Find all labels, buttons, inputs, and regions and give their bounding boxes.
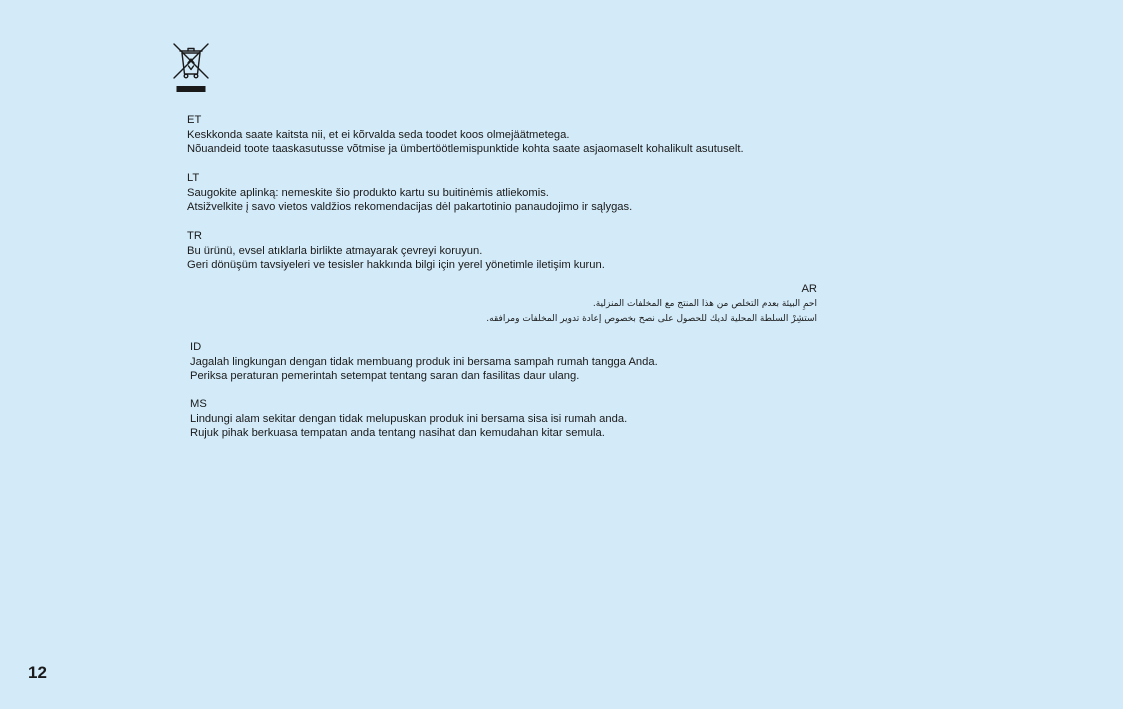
section-et	[187, 113, 744, 157]
language-code: ID	[190, 341, 202, 353]
language-code: LT	[187, 172, 200, 184]
notice-line: Nõuandeid toote taaskasutusse võtmise ja ümbertöötlemispunktide kohta saate asjaomaselt kohalikult asutuselt.	[187, 143, 744, 156]
notice-line: احمِ البيئة بعدم التخلص من هذا المنتج مع المخلفات المنزلية.	[592, 298, 817, 309]
language-code: MS	[190, 398, 207, 410]
notice-line: Saugokite aplinką: nemeskite šio produkto kartu su buitinėmis atliekomis.	[187, 186, 549, 199]
notice-line: Atsižvelkite į savo vietos valdžios rekomendacijas dėl pakartotinio panaudojimo ir sąlygas.	[187, 201, 633, 214]
notice-line: استشِرْ السلطة المحلية لديك للحصول على نصح بخصوص إعادة تدوير المخلفات ومرافقه.	[486, 314, 817, 325]
section-lt	[187, 171, 632, 215]
notice-line: Rujuk pihak berkuasa tempatan anda tentang nasihat dan kemudahan kitar semula.	[190, 427, 605, 440]
section-tr	[187, 229, 605, 273]
section-ar	[257, 282, 817, 328]
crossed-out-wheelie-bin-icon	[171, 42, 211, 94]
language-code: ET	[187, 114, 202, 126]
notice-line: Lindungi alam sekitar dengan tidak melupuskan produk ini bersama sisa isi rumah anda.	[190, 412, 628, 425]
language-code: TR	[187, 230, 202, 242]
notice-line: Bu ürünü, evsel atıklarla birlikte atmayarak çevreyi koruyun.	[187, 244, 483, 257]
section-ms	[190, 397, 627, 441]
section-id	[190, 340, 658, 384]
page-number: 12	[28, 663, 47, 682]
notice-line: Jagalah lingkungan dengan tidak membuang produk ini bersama sampah rumah tangga Anda.	[190, 355, 658, 368]
notice-line: Periksa peraturan pemerintah setempat tentang saran dan fasilitas daur ulang.	[190, 370, 580, 383]
notice-line: Keskkonda saate kaitsta nii, et ei kõrvalda seda toodet koos olmejäätmetega.	[187, 128, 570, 141]
notice-line: Geri dönüşüm tavsiyeleri ve tesisler hakkında bilgi için yerel yönetimle iletişim kurun.	[187, 259, 605, 272]
language-code: AR	[801, 283, 817, 295]
